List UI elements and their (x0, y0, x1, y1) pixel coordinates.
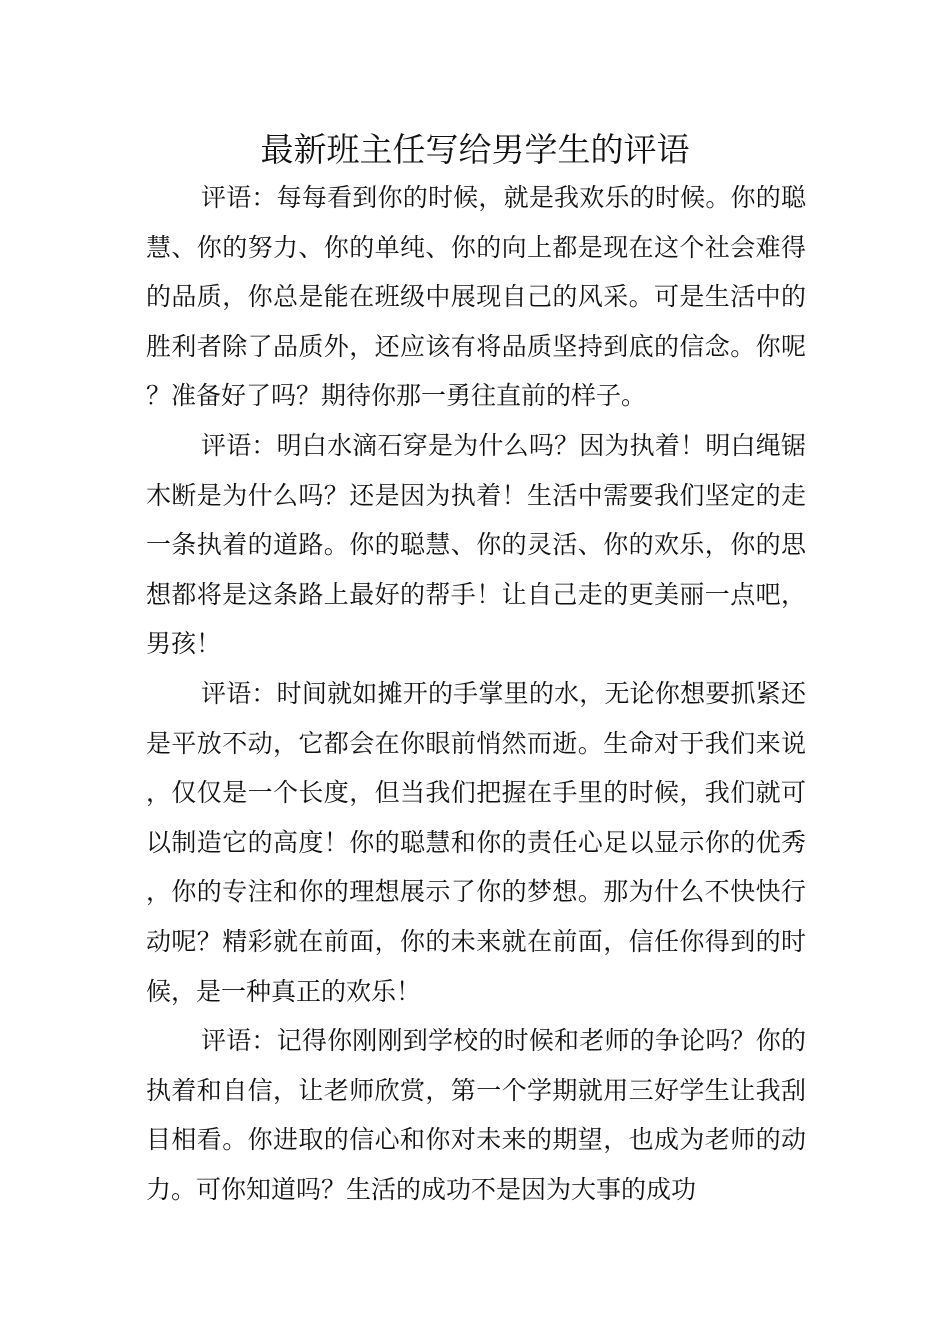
comment-paragraph-2: 评语：明白水滴石穿是为什么吗？因为执着！明白绳锯木断是为什么吗？还是因为执着！生活中需要我们坚定的走一条执着的道路。你的聪慧、你的灵活、你的欢乐，你的思想都将是这条路上最好的帮手！让自己走的更美丽一点吧，男孩！ (146, 430, 806, 659)
document-title: 最新班主任写给男学生的评语 (260, 130, 690, 169)
comment-paragraph-3: 评语：时间就如摊开的手掌里的水，无论你想要抓紧还是平放不动，它都会在你眼前悄然而逝。生命对于我们来说，仅仅是一个长度，但当我们把握在手里的时候，我们就可以制造它的高度！你的聪慧和你的责任心足以显示你的优秀，你的专注和你的理想展示了你的梦想。那为什么不快快行动呢？精彩就在前面，你的未来就在前面，信任你得到的时候，是一种真正的欢乐！ (146, 678, 806, 1006)
comment-paragraph-4: 评语：记得你刚刚到学校的时候和老师的争论吗？你的执着和自信，让老师欣赏，第一个学期就用三好学生让我刮目相看。你进取的信心和你对未来的期望，也成为老师的动力。可你知道吗？生活的成功不是因为大事的成功 (146, 1026, 806, 1204)
comment-paragraph-1: 评语：每每看到你的时候，就是我欢乐的时候。你的聪慧、你的努力、你的单纯、你的向上都是现在这个社会难得的品质，你总是能在班级中展现自己的风采。可是生活中的胜利者除了品质外，还应该有将品质坚持到底的信念。你呢？准备好了吗？期待你那一勇往直前的样子。 (146, 183, 806, 411)
document-body (146, 173, 806, 1214)
